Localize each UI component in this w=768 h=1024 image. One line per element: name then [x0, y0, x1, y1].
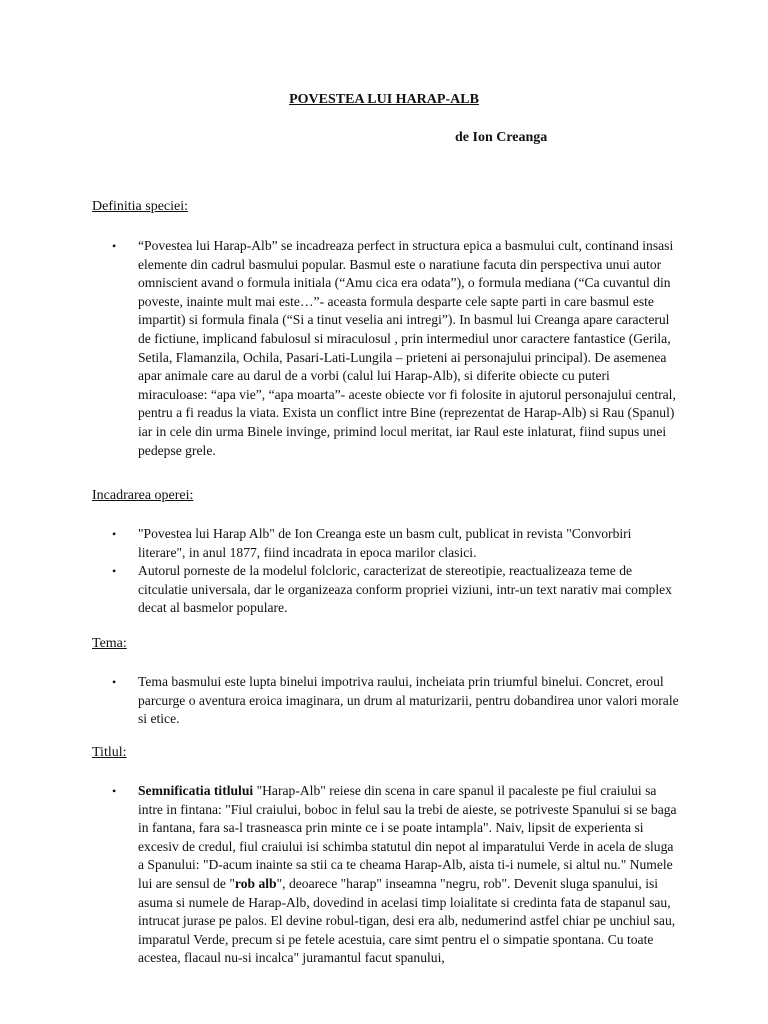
- bold-rob-alb: rob alb: [234, 875, 277, 891]
- list-item: [92, 525, 682, 562]
- bullet-icon: •: [112, 239, 117, 253]
- list-item: [92, 562, 682, 618]
- list-item-text: “Povestea lui Harap-Alb” se incadreaza perfect in structura epica a basmului cult, continand insasi elemente din cadrul basmului popular. Basmul este o naratiune facuta din perspectiva unui autor omniscient avand o formula initiala (“Amu cica era odata”), o formula mediana (“Ca cuvantul din poveste, inainte mult mai este…”- aceasta formula desparte cele sapte parti in care basmul este impartit) si formula finala (“Si a tinut veselia ani intregi”). In basmul lui Creanga apare caracterul de fictiune, implicand fabulosul si miraculosul , prin intermediul unor caractere fantastice (Gerila, Setila, Flamanzila, Ochila, Pasari-Lati-Lungila – prieteni ai personajului principal). De asemenea apar animale care au darul de a vorbi (calul lui Harap-Alb), si diferite obiecte cu puteri miraculoase: “apa vie”, “apa moarta”- aceste obiecte vor fi folosite in ajutorul personajului central, pentru a fi readus la viata. Exista un conflict intre Bine (reprezentat de Harap-Alb) si Rau (Spanul) iar in cele din urma Binele invinge, primind locul meritat, iar Raul este inlaturat, fiind supus unei pedepse grele.: [138, 238, 676, 458]
- section-heading-titlul: Titlul:: [92, 745, 127, 760]
- list-item-text: Tema basmului este lupta binelui impotriva raului, incheiata prin triumful binelui. Concret, eroul parcurge o aventura eroica imaginara, un drum al maturizarii, pentru dobandirea unor valori morale si etice.: [138, 674, 679, 727]
- section-list-definitia: [92, 237, 682, 460]
- section-list-tema: [92, 673, 682, 729]
- bullet-icon: •: [112, 564, 117, 579]
- bold-lead: Semnificatia titlului: [138, 783, 254, 798]
- list-item: [92, 237, 682, 460]
- list-item-text: "Povestea lui Harap Alb" de Ion Creanga este un basm cult, publicat in revista "Convorbiri literare", in anul 1877, fiind incadrata in epoca marilor clasici.: [138, 526, 632, 560]
- bullet-icon: •: [112, 675, 117, 689]
- bullet-icon: •: [112, 784, 117, 798]
- section-list-titlul: [92, 782, 682, 968]
- document-title: POVESTEA LUI HARAP-ALB: [289, 92, 479, 107]
- text-part-1: "Harap-Alb" reiese din scena in care spanul il pacaleste pe fiul craiului sa intre in fintana: "Fiul craiului, boboc in felul sau la trebi de aieste, se potriveste Spanului si se baga in fantana, fara sa-l trasneasca prin minte ce i se poate intampla". Naiv, lipsit de experienta si excesiv de credul, fiul craiului isi schimba statutul din nepot al imparatului Verde in acela de sluga a Spanului: "D-acum inainte sa stii ca te cheama Harap-Alb, aista ti-i numele, si altul nu." Numele lui are sensul de ": [138, 783, 677, 891]
- list-item-text: Autorul porneste de la modelul folcloric, caracterizat de stereotipie, reactualizeaza teme de citculatie universala, dar le organizeaza conform propriei viziuni, intr-un text narativ mai complex decat al basmelor populare.: [138, 563, 672, 616]
- section-list-incadrarea: [92, 525, 682, 618]
- bullet-icon: •: [112, 527, 117, 541]
- section-heading-incadrarea: Incadrarea operei:: [92, 488, 194, 503]
- document-author: de Ion Creanga: [455, 130, 548, 145]
- list-item: [92, 673, 682, 729]
- text-part-2: ", deoarece "harap" inseamna "negru, rob". Devenit sluga spanului, isi asuma si numele de Harap-Alb, dovedind in acelasi timp loialitate si credinta fata de stapanul sau, intrucat jurase pe palos. El devine robul-tigan, desi era alb, nedumerind astfel chiar pe unchiul sau, imparatul Verde, precum si pe fetele acestuia, care simt pentru el o simpatie spontana. Cu toate acestea, flacaul nu-si incalca" juramantul facut spanului,: [138, 875, 676, 966]
- section-heading-tema: Tema:: [92, 636, 127, 651]
- list-item-text: [138, 783, 677, 965]
- section-heading-definitia: Definitia speciei:: [92, 199, 189, 214]
- list-item: [92, 782, 682, 968]
